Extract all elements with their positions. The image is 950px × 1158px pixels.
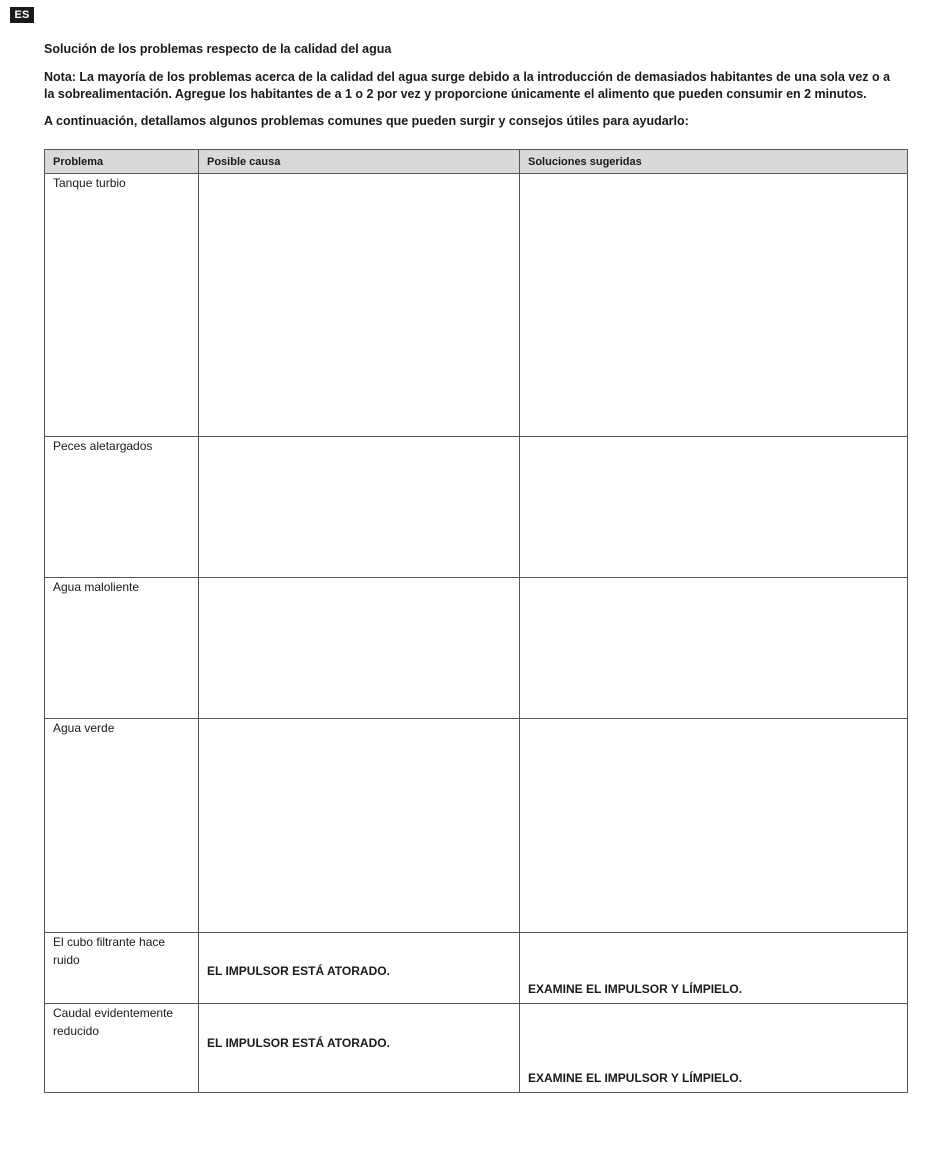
problem-cell: Peces aletargados: [45, 437, 199, 578]
table-row: [45, 578, 908, 719]
cause-cell: [199, 933, 520, 1004]
solution-cell: [520, 174, 908, 437]
cause-text: EL IMPULSOR ESTÁ ATORADO.: [207, 1036, 390, 1050]
solution-text: EXAMINE EL IMPULSOR Y LÍMPIELO.: [528, 982, 743, 996]
cause-cell: [199, 1004, 520, 1093]
table-header-row: [45, 150, 908, 174]
header-problem: Problema: [45, 150, 199, 174]
problem-cell: Agua verde: [45, 719, 199, 933]
language-badge: ES: [10, 7, 34, 23]
solution-cell: [520, 578, 908, 719]
solution-cell: [520, 437, 908, 578]
intro-paragraph: A continuación, detallamos algunos problemas comunes que pueden surgir y consejos útiles para ayudarlo:: [44, 114, 689, 128]
problem-cell: Agua maloliente: [45, 578, 199, 719]
troubleshooting-table: [44, 149, 908, 1093]
cause-cell: [199, 578, 520, 719]
solution-text: EXAMINE EL IMPULSOR Y LÍMPIELO.: [528, 1071, 743, 1085]
cause-cell: [199, 437, 520, 578]
note-paragraph: Nota: La mayoría de los problemas acerca de la calidad del agua surge debido a la introducción de demasiados habitantes de una sola vez o a la sobrealimentación. Agregue los habitantes de a 1 o 2 por vez y proporcione únicamente el alimento que pueden consumir en 2 minutos.: [44, 70, 891, 101]
solution-cell: [520, 933, 908, 1004]
table-row: [45, 174, 908, 437]
cause-text: EL IMPULSOR ESTÁ ATORADO.: [207, 964, 390, 978]
table-row: [45, 1004, 908, 1093]
table-row: [45, 719, 908, 933]
header-cause: Posible causa: [199, 150, 520, 174]
problem-cell: Caudal evidentemente reducido: [45, 1004, 199, 1093]
table-row: [45, 933, 908, 1004]
problem-cell: Tanque turbio: [45, 174, 199, 437]
section-heading: Solución de los problemas respecto de la calidad del agua: [44, 42, 392, 56]
header-solution: Soluciones sugeridas: [520, 150, 908, 174]
solution-cell: [520, 719, 908, 933]
cause-cell: [199, 174, 520, 437]
cause-cell: [199, 719, 520, 933]
table-row: [45, 437, 908, 578]
problem-cell: El cubo filtrante hace ruido: [45, 933, 199, 1004]
solution-cell: [520, 1004, 908, 1093]
